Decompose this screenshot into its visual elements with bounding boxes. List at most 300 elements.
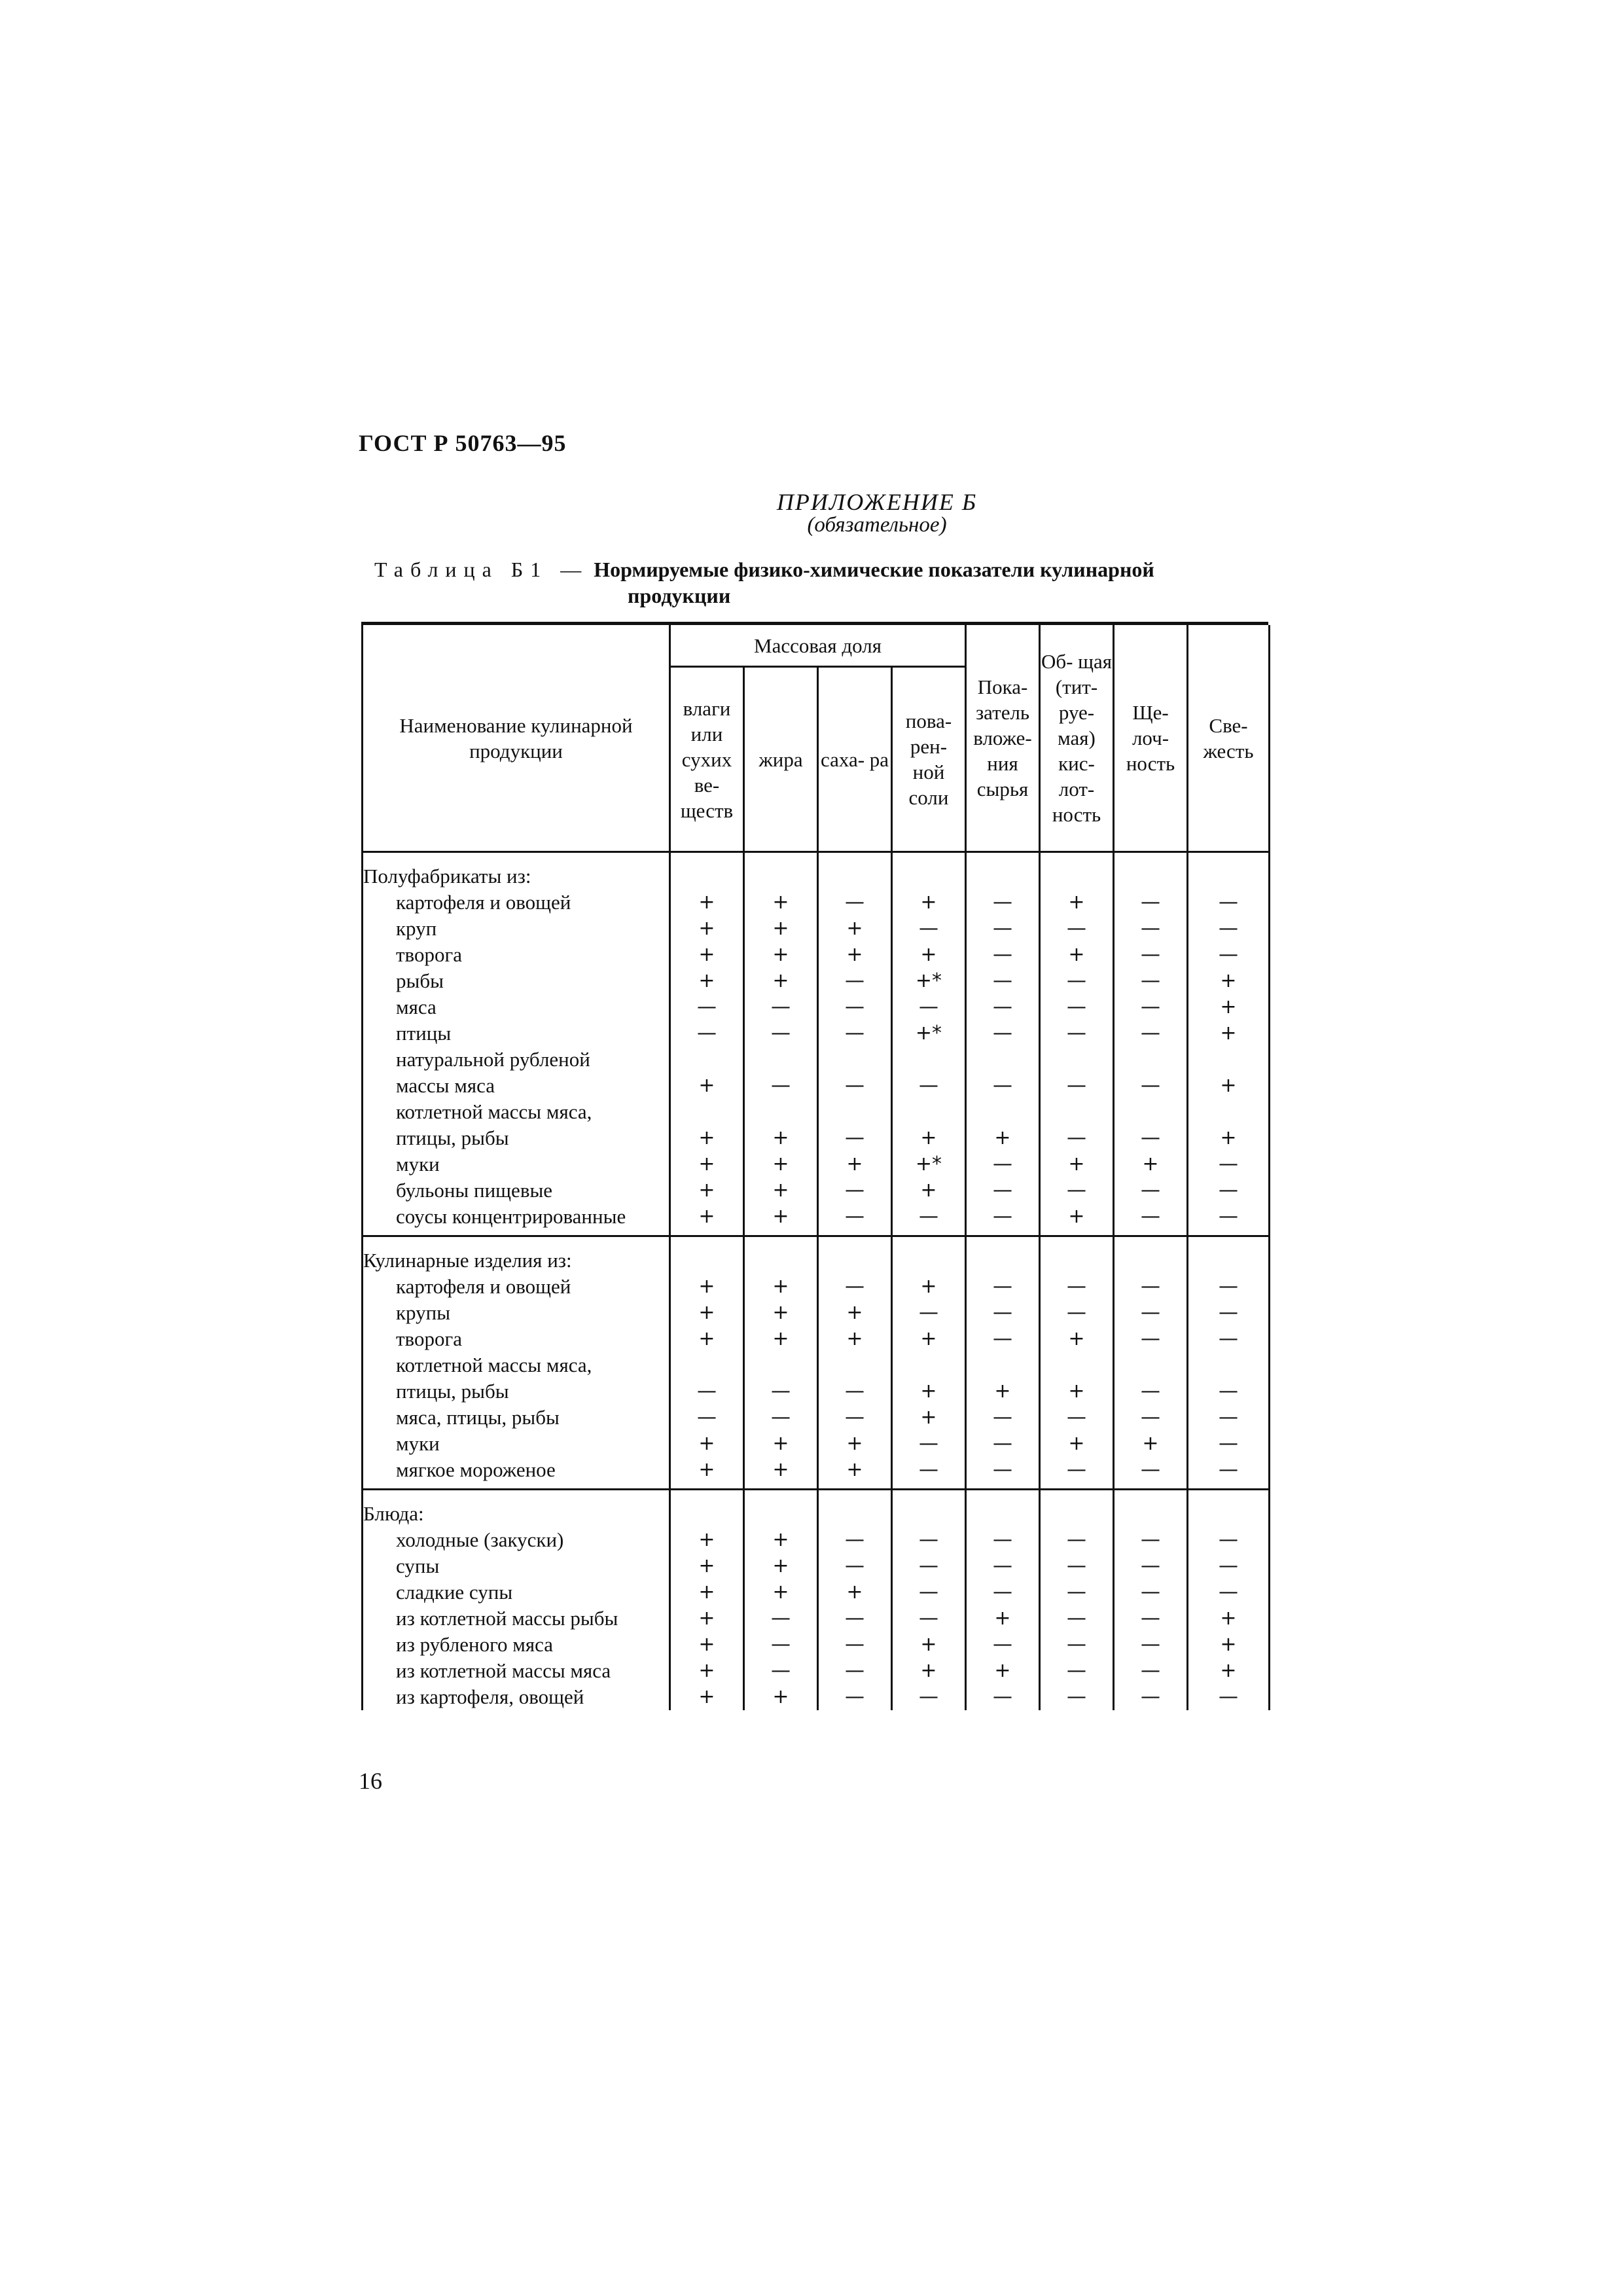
indicator-cell: — [1114,942,1188,968]
empty-cell [892,852,966,890]
product-name: птицы [363,1020,670,1047]
appendix-subtitle: (обязательное) [807,513,947,537]
indicator-cell: — [1188,1177,1270,1204]
indicator-cell: + [1040,942,1114,968]
header-raw-input: Пока- затель вложе- ния сырья [966,625,1040,852]
indicator-cell: — [1114,1632,1188,1658]
indicator-cell [892,1047,966,1073]
group-title-row [363,1236,1270,1274]
product-name: сладкие супы [363,1579,670,1605]
indicator-cell: + [744,1177,818,1204]
indicator-cell: — [1188,1274,1270,1300]
indicator-cell: — [966,1684,1040,1710]
header-acidity: Об- щая (тит- руе- мая) кис- лот- ность [1040,625,1114,852]
table-row [363,1177,1270,1204]
header-mass-share: Массовая доля [670,625,966,667]
product-name: птицы, рыбы [363,1378,670,1405]
indicator-cell: + [1188,1605,1270,1632]
indicator-cell: — [1114,916,1188,942]
indicator-cell: — [1040,1553,1114,1579]
table-row [363,1151,1270,1177]
indicator-cell: — [744,1658,818,1684]
table-row [363,1579,1270,1605]
product-name: холодные (закуски) [363,1527,670,1553]
header-freshness: Све- жесть [1188,625,1270,852]
group-title-row [363,852,1270,890]
indicator-cell: + [892,942,966,968]
appendix-title: ПРИЛОЖЕНИЕ Б [776,489,978,515]
table-caption-title-cont: продукции [628,584,731,607]
indicator-cell: + [892,1326,966,1352]
indicator-cell: — [818,1125,892,1151]
table-row [363,1204,1270,1236]
indicator-cell: + [670,1605,744,1632]
indicator-cell: + [670,942,744,968]
page-number: 16 [359,1768,382,1794]
empty-cell [1040,852,1114,890]
empty-cell [966,1236,1040,1274]
empty-cell [1114,1236,1188,1274]
table-row [363,1527,1270,1553]
indicator-cell: + [966,1378,1040,1405]
indicator-cell: + [818,1151,892,1177]
indicator-cell: — [1114,889,1188,916]
indicator-cell: — [1188,1553,1270,1579]
indicator-cell: + [744,1326,818,1352]
indicator-cell [1040,1352,1114,1378]
indicator-cell: — [1040,1405,1114,1431]
physico-chemical-table [361,625,1270,1710]
indicator-cell: + [818,942,892,968]
product-name: мягкое мороженое [363,1457,670,1490]
indicator-cell: — [966,1405,1040,1431]
indicator-cell: — [1188,1378,1270,1405]
indicator-cell: — [818,994,892,1020]
indicator-cell: + [744,1431,818,1457]
indicator-cell: + [892,1177,966,1204]
indicator-cell: — [1040,968,1114,994]
table-row [363,1047,1270,1073]
header-salt: пова- рен- ной соли [892,667,966,852]
product-name: из котлетной массы мяса [363,1658,670,1684]
product-name: супы [363,1553,670,1579]
indicator-cell: — [1114,1020,1188,1047]
indicator-cell: — [966,1457,1040,1490]
table-row [363,1553,1270,1579]
indicator-cell: — [818,1553,892,1579]
indicator-cell: — [1188,1326,1270,1352]
indicator-cell: + [892,1378,966,1405]
indicator-cell: — [1040,1274,1114,1300]
product-name: котлетной массы мяса, [363,1099,670,1125]
product-name: картофеля и овощей [363,889,670,916]
indicator-cell: — [744,1378,818,1405]
indicator-cell: — [892,1579,966,1605]
table-row [363,1125,1270,1151]
indicator-cell [1040,1047,1114,1073]
table-row [363,1326,1270,1352]
indicator-cell: — [892,1605,966,1632]
indicator-cell: +* [892,968,966,994]
indicator-cell: + [966,1658,1040,1684]
indicator-cell: + [892,1632,966,1658]
indicator-cell: + [744,916,818,942]
indicator-cell: — [1040,1020,1114,1047]
indicator-cell: — [1114,1605,1188,1632]
indicator-cell: — [744,994,818,1020]
indicator-cell: — [818,889,892,916]
indicator-cell: + [892,1274,966,1300]
indicator-cell: — [966,968,1040,994]
indicator-cell: + [670,1684,744,1710]
indicator-cell: + [670,1431,744,1457]
indicator-cell: + [670,1300,744,1326]
table-row [363,1632,1270,1658]
indicator-cell: + [1114,1151,1188,1177]
product-name: крупы [363,1300,670,1326]
product-name: мяса, птицы, рыбы [363,1405,670,1431]
indicator-cell: + [744,1125,818,1151]
indicator-cell: — [1040,1632,1114,1658]
indicator-cell: — [818,1632,892,1658]
indicator-cell: — [892,1431,966,1457]
product-name: мяса [363,994,670,1020]
indicator-cell: + [892,1658,966,1684]
table-row [363,1431,1270,1457]
indicator-cell: — [892,1204,966,1236]
header-sugar: саха- ра [818,667,892,852]
indicator-cell: — [1040,1177,1114,1204]
empty-cell [818,1236,892,1274]
indicator-cell: — [1114,1684,1188,1710]
indicator-cell [818,1047,892,1073]
indicator-cell [818,1352,892,1378]
indicator-cell: — [966,1431,1040,1457]
document-code: ГОСТ Р 50763—95 [359,430,567,456]
empty-cell [1040,1236,1114,1274]
indicator-cell: + [744,1204,818,1236]
indicator-cell: — [670,1020,744,1047]
indicator-cell [670,1047,744,1073]
indicator-cell: — [1040,1579,1114,1605]
indicator-cell: + [1188,1020,1270,1047]
product-name: из рубленого мяса [363,1632,670,1658]
indicator-cell: — [1040,1658,1114,1684]
product-name: муки [363,1151,670,1177]
indicator-cell: — [966,916,1040,942]
indicator-cell: — [744,1073,818,1099]
indicator-cell: + [670,1632,744,1658]
table-caption-title: Нормируемые физико-химические показатели кулинарной [594,558,1154,581]
indicator-cell: + [1188,968,1270,994]
table-row [363,1352,1270,1378]
group-title: Блюда: [363,1490,670,1528]
empty-cell [1040,1490,1114,1528]
indicator-cell: — [892,1457,966,1490]
table-row [363,994,1270,1020]
empty-cell [892,1236,966,1274]
table-row [363,889,1270,916]
indicator-cell: — [744,1020,818,1047]
table-row [363,1274,1270,1300]
indicator-cell: — [1188,1684,1270,1710]
indicator-cell: — [1114,1378,1188,1405]
indicator-cell: — [1040,916,1114,942]
indicator-cell: + [892,1405,966,1431]
indicator-cell: + [670,1326,744,1352]
indicator-cell [744,1099,818,1125]
table-row [363,1073,1270,1099]
indicator-cell: — [818,1073,892,1099]
empty-cell [670,1490,744,1528]
indicator-cell: — [1188,1151,1270,1177]
indicator-cell: — [892,1684,966,1710]
indicator-cell [1114,1047,1188,1073]
indicator-cell [744,1352,818,1378]
indicator-cell: — [966,1632,1040,1658]
indicator-cell: — [1040,1457,1114,1490]
table-row [363,1020,1270,1047]
indicator-cell: + [670,1073,744,1099]
table-row [363,1605,1270,1632]
table-caption-label: Таблица Б1 — [374,558,589,581]
indicator-cell: — [818,1020,892,1047]
indicator-cell: + [744,968,818,994]
indicator-cell: + [670,1204,744,1236]
product-name: бульоны пищевые [363,1177,670,1204]
indicator-cell: + [744,1151,818,1177]
indicator-cell: + [670,1457,744,1490]
indicator-cell: — [966,1579,1040,1605]
indicator-cell: — [966,1020,1040,1047]
indicator-cell: — [818,1177,892,1204]
indicator-cell: +* [892,1151,966,1177]
empty-cell [744,852,818,890]
indicator-cell: — [1040,1300,1114,1326]
indicator-cell: + [1188,1632,1270,1658]
indicator-cell [1188,1099,1270,1125]
indicator-cell: + [1040,889,1114,916]
table-row [363,1457,1270,1490]
indicator-cell: — [966,1204,1040,1236]
indicator-cell: — [966,1553,1040,1579]
indicator-cell: + [670,1151,744,1177]
indicator-cell: + [744,1274,818,1300]
indicator-cell: — [966,942,1040,968]
indicator-cell: — [1188,1579,1270,1605]
indicator-cell: + [744,1684,818,1710]
indicator-cell: — [670,994,744,1020]
indicator-cell [1188,1352,1270,1378]
indicator-cell: — [744,1632,818,1658]
product-name: творога [363,942,670,968]
indicator-cell: — [966,994,1040,1020]
indicator-cell: — [1188,1300,1270,1326]
indicator-cell: + [1188,1658,1270,1684]
indicator-cell [744,1047,818,1073]
indicator-cell: + [744,1300,818,1326]
indicator-cell: + [744,1553,818,1579]
indicator-cell: — [966,1073,1040,1099]
group-title: Полуфабрикаты из: [363,852,670,890]
indicator-cell: — [1114,1527,1188,1553]
indicator-cell: — [818,1405,892,1431]
indicator-cell: + [966,1605,1040,1632]
table-row [363,1684,1270,1710]
indicator-cell: + [670,968,744,994]
indicator-cell: — [818,1684,892,1710]
indicator-cell: + [1114,1431,1188,1457]
indicator-cell: — [966,1300,1040,1326]
empty-cell [1114,1490,1188,1528]
indicator-cell: — [744,1405,818,1431]
indicator-cell: — [1114,1457,1188,1490]
indicator-cell: — [1188,916,1270,942]
product-name: из котлетной массы рыбы [363,1605,670,1632]
indicator-cell: — [1114,1177,1188,1204]
indicator-cell: — [892,1300,966,1326]
table-row [363,1378,1270,1405]
indicator-cell [1188,1047,1270,1073]
indicator-cell: — [1114,1326,1188,1352]
indicator-cell: — [818,1605,892,1632]
indicator-cell: — [818,1204,892,1236]
product-name: муки [363,1431,670,1457]
product-name: массы мяса [363,1073,670,1099]
indicator-cell [818,1099,892,1125]
indicator-cell: — [1114,1300,1188,1326]
indicator-cell: + [670,1579,744,1605]
indicator-cell [670,1099,744,1125]
table-row [363,942,1270,968]
indicator-cell: — [1188,889,1270,916]
table-row [363,1300,1270,1326]
indicator-cell: — [1040,994,1114,1020]
indicator-cell: + [744,942,818,968]
empty-cell [1188,852,1270,890]
table-row [363,1658,1270,1684]
indicator-cell: — [1188,1405,1270,1431]
indicator-cell: + [670,1527,744,1553]
indicator-cell: + [818,1457,892,1490]
indicator-cell: — [1188,1431,1270,1457]
indicator-cell: — [892,994,966,1020]
indicator-cell: + [818,1579,892,1605]
indicator-cell: + [744,1579,818,1605]
indicator-cell: — [744,1605,818,1632]
indicator-cell: — [892,1553,966,1579]
indicator-cell: + [818,1300,892,1326]
indicator-cell: — [966,1527,1040,1553]
indicator-cell: — [818,1274,892,1300]
indicator-cell: — [818,1527,892,1553]
indicator-cell [892,1352,966,1378]
indicator-cell: — [966,1274,1040,1300]
indicator-cell: — [1114,1658,1188,1684]
header-name: Наименование кулинарной продукции [363,625,670,852]
indicator-cell: — [1114,968,1188,994]
product-name: круп [363,916,670,942]
indicator-cell: + [670,889,744,916]
empty-cell [1188,1236,1270,1274]
empty-cell [818,1490,892,1528]
indicator-cell: — [1188,942,1270,968]
indicator-cell: — [1040,1684,1114,1710]
indicator-cell: — [1114,1274,1188,1300]
indicator-cell: — [1188,1204,1270,1236]
indicator-cell: + [670,1553,744,1579]
indicator-cell: — [670,1405,744,1431]
indicator-cell [1040,1099,1114,1125]
empty-cell [818,852,892,890]
table-row [363,1099,1270,1125]
indicator-cell: — [966,1177,1040,1204]
header-moisture: влаги или сухих ве- ществ [670,667,744,852]
indicator-cell: + [670,1274,744,1300]
indicator-cell: — [966,1151,1040,1177]
product-name: картофеля и овощей [363,1274,670,1300]
table-body [363,852,1270,1711]
indicator-cell: — [1188,1527,1270,1553]
empty-cell [670,1236,744,1274]
indicator-cell: — [966,889,1040,916]
indicator-cell [1114,1352,1188,1378]
empty-cell [966,1490,1040,1528]
empty-cell [1114,852,1188,890]
header-fat: жира [744,667,818,852]
indicator-cell: + [670,1177,744,1204]
indicator-cell [1114,1099,1188,1125]
indicator-cell: — [1040,1527,1114,1553]
empty-cell [1188,1490,1270,1528]
indicator-cell: + [818,916,892,942]
indicator-cell: — [818,968,892,994]
indicator-cell: — [818,1658,892,1684]
product-name: котлетной массы мяса, [363,1352,670,1378]
indicator-cell: + [892,1125,966,1151]
group-title-row [363,1490,1270,1528]
header-alkalinity: Ще- лоч- ность [1114,625,1188,852]
product-name: птицы, рыбы [363,1125,670,1151]
indicator-cell: — [1114,1073,1188,1099]
indicator-cell: + [1188,994,1270,1020]
indicator-cell: + [744,1527,818,1553]
indicator-cell [966,1047,1040,1073]
indicator-cell: — [966,1326,1040,1352]
product-name: из картофеля, овощей [363,1684,670,1710]
indicator-cell: — [1114,1204,1188,1236]
indicator-cell: — [1114,1579,1188,1605]
product-name: рыбы [363,968,670,994]
indicator-cell: + [1188,1073,1270,1099]
indicator-cell [670,1352,744,1378]
indicator-cell [966,1352,1040,1378]
data-table-container [361,622,1268,1736]
indicator-cell: — [1188,1457,1270,1490]
indicator-cell: + [670,916,744,942]
indicator-cell: — [892,916,966,942]
product-name: соусы концентрированные [363,1204,670,1236]
empty-cell [892,1490,966,1528]
indicator-cell: + [818,1431,892,1457]
indicator-cell: — [1114,1125,1188,1151]
indicator-cell: + [1040,1431,1114,1457]
table-caption [374,556,1264,609]
indicator-cell [966,1099,1040,1125]
table-row [363,916,1270,942]
indicator-cell: + [966,1125,1040,1151]
empty-cell [966,852,1040,890]
